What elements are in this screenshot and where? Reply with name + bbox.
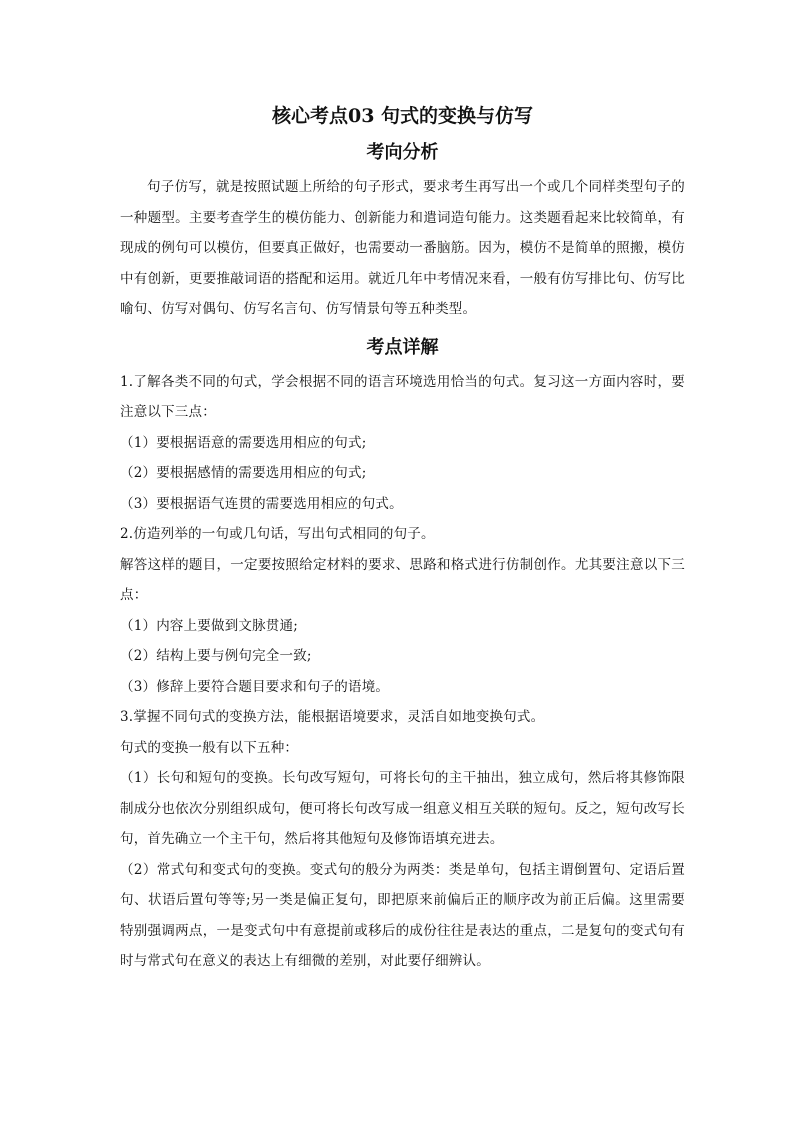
list-item: （3）要根据语气连贯的需要选用相应的句式。 bbox=[120, 495, 403, 512]
list-item: （1）长句和短句的变换。长句改写短句，可将长句的主干抽出，独立成句，然后将其修饰限制成分也依次分别组织成句，便可将长句改写成一组意义相互关联的短句。反之，短句改写长句，首先确立一个主干句，然后将其他短句及修饰语填充进去。 bbox=[120, 770, 685, 847]
paragraph: 句子仿写，就是按照试题上所给的句子形式，要求考生再写出一个或几个同样类型句子的一种题型。主要考查学生的模仿能力、创新能力和遣词造句能力。这类题看起来比较简单，有现成的例句可以模仿，但要真正做好，也需要动一番脑筋。因为，模仿不是简单的照搬，模仿中有创新，更要推敲词语的搭配和运用。就近几年中考情况来看，一般有仿写排比句、仿写比喻句、仿写对偶句、仿写名言句、仿写情景句等五种类型。 bbox=[120, 179, 685, 317]
list-item: （1）要根据语意的需要选用相应的句式; bbox=[120, 434, 367, 451]
paragraph: 1.了解各类不同的句式，学会根据不同的语言环境选用恰当的句式。复习这一方面内容时，要注意以下三点： bbox=[120, 373, 685, 420]
paragraph: 句式的变换一般有以下五种： bbox=[120, 739, 299, 756]
list-item: （1）内容上要做到文脉贯通; bbox=[120, 617, 298, 634]
list-item: （2）常式句和变式句的变换。变式句的般分为两类：类是单句，包括主谓倒置句、定语后置句、状语后置句等等;另一类是偏正复句，即把原来前偏后正的顺序改为前正后偏。这里需要特别强调两点，一是变式句中有意提前或移后的成份往往是表达的重点，二是复句的变式句有时与常式句在意义的表达上有细微的差别，对此要仔细辨认。 bbox=[120, 861, 685, 969]
paragraph: 3.掌握不同句式的变换方法，能根据语境要求，灵活自如地变换句式。 bbox=[120, 709, 545, 725]
section-details bbox=[120, 333, 685, 977]
document-title: 核心考点03 句式的变换与仿写 bbox=[271, 105, 534, 127]
document-page bbox=[120, 100, 685, 977]
section-heading: 考点详解 bbox=[366, 336, 439, 358]
paragraph: 2.仿造列举的一句或几句话，写出句式相同的句子。 bbox=[120, 526, 435, 542]
paragraph: 解答这样的题目，一定要按照给定材料的要求、思路和格式进行仿制创作。尤其要注意以下三点： bbox=[120, 556, 685, 603]
list-item: （2）结构上要与例句完全一致; bbox=[120, 648, 312, 664]
list-item: （2）要根据感情的需要选用相应的句式; bbox=[120, 465, 367, 481]
list-item: （3）修辞上要符合题目要求和句子的语境。 bbox=[120, 678, 390, 695]
section-heading: 考向分析 bbox=[366, 142, 439, 163]
section-analysis bbox=[120, 138, 685, 325]
